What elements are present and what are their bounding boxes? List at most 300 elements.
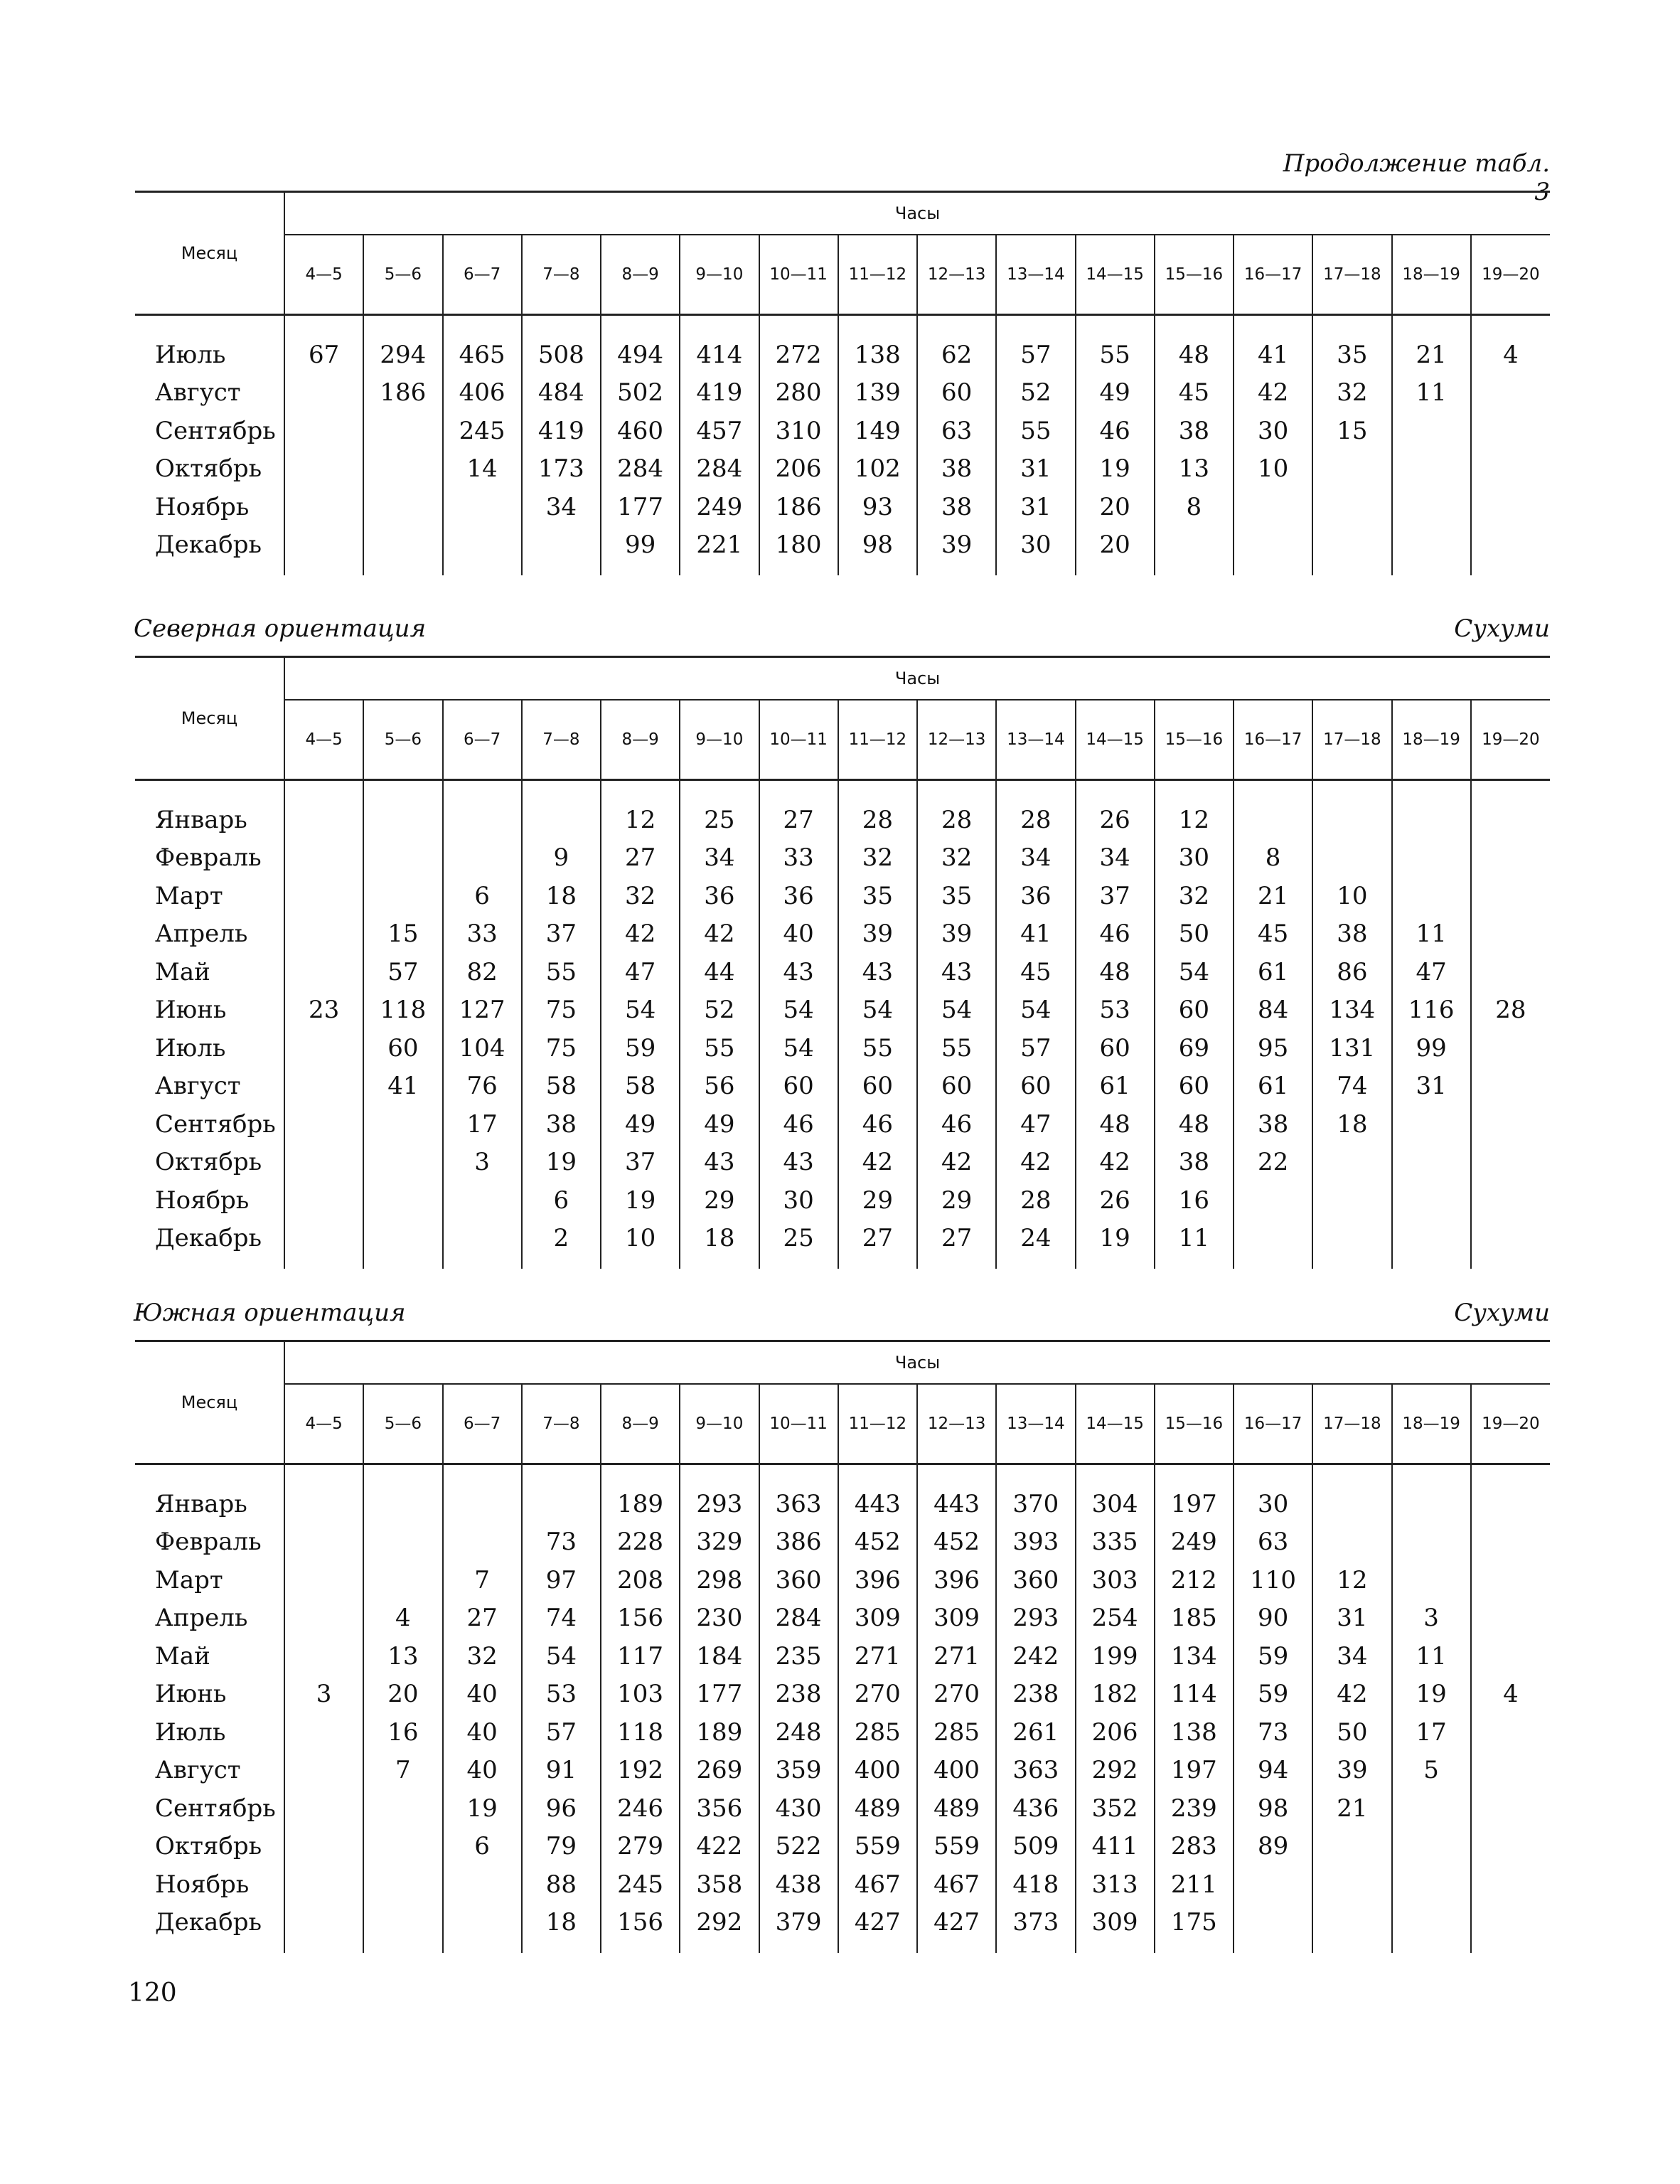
value-cell: 46 — [838, 1105, 917, 1144]
value-cell — [284, 953, 363, 991]
value-cell: 396 — [838, 1561, 917, 1599]
value-cell: 239 — [1155, 1789, 1234, 1828]
value-cell: 309 — [917, 1599, 996, 1638]
month-cell: Июнь — [155, 996, 227, 1025]
value-cell: 294 — [363, 336, 442, 374]
value-cell — [284, 1789, 363, 1828]
value-cell — [443, 839, 522, 878]
value-cell: 48 — [1076, 1105, 1155, 1144]
value-cell: 60 — [838, 1067, 917, 1106]
value-cell: 285 — [917, 1713, 996, 1752]
value-cell — [363, 1523, 442, 1562]
value-cell: 60 — [1155, 1067, 1234, 1106]
value-cell: 248 — [759, 1713, 838, 1752]
value-cell — [284, 839, 363, 878]
value-cell: 27 — [443, 1599, 522, 1638]
value-cell — [1312, 1523, 1391, 1562]
table-row — [135, 1067, 1550, 1106]
hour-column-header: 15—16 — [1155, 235, 1234, 315]
table-row — [135, 1676, 1550, 1714]
value-cell — [443, 801, 522, 839]
value-cell: 186 — [759, 488, 838, 526]
value-cell: 116 — [1392, 991, 1471, 1030]
value-cell: 379 — [759, 1904, 838, 1942]
table-continuation — [135, 193, 1550, 575]
table-south — [135, 1342, 1550, 1953]
value-cell — [284, 1904, 363, 1942]
value-cell: 59 — [601, 1029, 680, 1067]
value-cell: 221 — [680, 526, 759, 565]
value-cell — [1312, 1904, 1391, 1942]
value-cell: 103 — [601, 1676, 680, 1714]
value-cell — [1392, 450, 1471, 489]
value-cell — [1312, 1181, 1391, 1220]
value-cell: 74 — [522, 1599, 601, 1638]
table-row — [135, 1599, 1550, 1638]
value-cell — [1471, 839, 1550, 878]
value-cell: 52 — [680, 991, 759, 1030]
value-cell: 438 — [759, 1865, 838, 1904]
value-cell: 94 — [1234, 1752, 1312, 1790]
value-cell — [1471, 877, 1550, 915]
table-row — [135, 336, 1550, 374]
table-row — [135, 991, 1550, 1030]
value-cell: 114 — [1155, 1676, 1234, 1714]
month-header: Месяц — [181, 243, 238, 263]
value-cell: 10 — [1234, 450, 1312, 489]
value-cell: 31 — [1392, 1067, 1471, 1106]
value-cell — [1471, 488, 1550, 526]
value-cell: 559 — [838, 1828, 917, 1866]
value-cell: 15 — [363, 915, 442, 954]
value-cell: 47 — [601, 953, 680, 991]
value-cell: 21 — [1234, 877, 1312, 915]
value-cell: 19 — [601, 1181, 680, 1220]
value-cell: 261 — [996, 1713, 1075, 1752]
value-cell: 7 — [443, 1561, 522, 1599]
value-cell: 42 — [996, 1144, 1075, 1182]
month-cell: Июнь — [155, 1680, 227, 1709]
value-cell: 304 — [1076, 1485, 1155, 1523]
value-cell: 60 — [1155, 991, 1234, 1030]
value-cell — [1471, 1144, 1550, 1182]
value-cell: 28 — [996, 801, 1075, 839]
month-cell: Май — [155, 957, 210, 986]
value-cell — [284, 1105, 363, 1144]
value-cell: 21 — [1392, 336, 1471, 374]
value-cell: 43 — [759, 953, 838, 991]
value-cell: 254 — [1076, 1599, 1155, 1638]
value-cell: 19 — [1076, 450, 1155, 489]
value-cell — [284, 1181, 363, 1220]
value-cell: 249 — [1155, 1523, 1234, 1562]
value-cell: 359 — [759, 1752, 838, 1790]
value-cell: 99 — [1392, 1029, 1471, 1067]
value-cell: 59 — [1234, 1676, 1312, 1714]
value-cell: 96 — [522, 1789, 601, 1828]
value-cell: 59 — [1234, 1637, 1312, 1676]
value-cell: 8 — [1155, 488, 1234, 526]
value-cell: 30 — [1234, 1485, 1312, 1523]
month-cell: Октябрь — [155, 1832, 262, 1861]
value-cell: 118 — [601, 1713, 680, 1752]
value-cell: 55 — [838, 1029, 917, 1067]
value-cell: 285 — [838, 1713, 917, 1752]
value-cell: 34 — [996, 839, 1075, 878]
value-cell: 20 — [363, 1676, 442, 1714]
value-cell: 396 — [917, 1561, 996, 1599]
value-cell: 63 — [917, 412, 996, 450]
value-cell: 414 — [680, 336, 759, 374]
month-cell: Апрель — [155, 1604, 248, 1633]
value-cell — [284, 450, 363, 489]
value-cell: 79 — [522, 1828, 601, 1866]
value-cell: 61 — [1234, 953, 1312, 991]
value-cell: 149 — [838, 412, 917, 450]
value-cell: 29 — [838, 1181, 917, 1220]
value-cell: 75 — [522, 991, 601, 1030]
value-cell: 182 — [1076, 1676, 1155, 1714]
value-cell: 19 — [1392, 1676, 1471, 1714]
value-cell: 50 — [1312, 1713, 1391, 1752]
value-cell — [284, 1067, 363, 1106]
hour-column-header: 11—12 — [838, 700, 917, 780]
value-cell — [1471, 1865, 1550, 1904]
value-cell — [284, 526, 363, 565]
month-cell: Декабрь — [155, 531, 262, 560]
value-cell: 38 — [1155, 1144, 1234, 1182]
value-cell: 44 — [680, 953, 759, 991]
hour-column-header: 5—6 — [363, 700, 442, 780]
value-cell: 284 — [759, 1599, 838, 1638]
value-cell — [1471, 1105, 1550, 1144]
value-cell: 34 — [1076, 839, 1155, 878]
value-cell — [1392, 801, 1471, 839]
month-cell: Январь — [155, 1489, 247, 1518]
month-header: Месяц — [181, 708, 238, 728]
value-cell — [1312, 1865, 1391, 1904]
value-cell: 117 — [601, 1637, 680, 1676]
table-row — [135, 1220, 1550, 1258]
value-cell: 35 — [838, 877, 917, 915]
value-cell: 494 — [601, 336, 680, 374]
value-cell — [1392, 1181, 1471, 1220]
value-cell: 28 — [1471, 991, 1550, 1030]
value-cell: 16 — [1155, 1181, 1234, 1220]
value-cell: 6 — [443, 1828, 522, 1866]
value-cell — [363, 1105, 442, 1144]
value-cell: 49 — [601, 1105, 680, 1144]
value-cell: 28 — [996, 1181, 1075, 1220]
value-cell: 48 — [1076, 953, 1155, 991]
hour-column-header: 17—18 — [1312, 1384, 1391, 1464]
value-cell: 98 — [838, 526, 917, 565]
value-cell — [363, 1904, 442, 1942]
value-cell: 11 — [1392, 374, 1471, 412]
value-cell: 37 — [601, 1144, 680, 1182]
value-cell: 49 — [1076, 374, 1155, 412]
table-row — [135, 526, 1550, 565]
value-cell: 235 — [759, 1637, 838, 1676]
hour-column-header: 11—12 — [838, 1384, 917, 1464]
value-cell: 28 — [917, 801, 996, 839]
value-cell: 180 — [759, 526, 838, 565]
value-cell: 430 — [759, 1789, 838, 1828]
value-cell: 61 — [1076, 1067, 1155, 1106]
value-cell: 11 — [1392, 915, 1471, 954]
month-cell: Май — [155, 1641, 210, 1671]
value-cell: 36 — [680, 877, 759, 915]
table-row — [135, 1029, 1550, 1067]
value-cell: 67 — [284, 336, 363, 374]
value-cell: 52 — [996, 374, 1075, 412]
hour-column-header: 12—13 — [917, 235, 996, 315]
value-cell: 89 — [1234, 1828, 1312, 1866]
value-cell: 197 — [1155, 1485, 1234, 1523]
section2-title: Северная ориентация — [134, 614, 427, 643]
value-cell: 139 — [838, 374, 917, 412]
value-cell: 57 — [522, 1713, 601, 1752]
value-cell: 509 — [996, 1828, 1075, 1866]
value-cell: 40 — [759, 915, 838, 954]
value-cell: 283 — [1155, 1828, 1234, 1866]
month-cell: Октябрь — [155, 454, 262, 484]
value-cell: 21 — [1312, 1789, 1391, 1828]
value-cell: 18 — [1312, 1105, 1391, 1144]
continuation-title: Продолжение табл. — [1283, 149, 1550, 178]
value-cell: 363 — [759, 1485, 838, 1523]
value-cell — [1312, 1144, 1391, 1182]
value-cell: 12 — [601, 801, 680, 839]
value-cell — [1392, 1561, 1471, 1599]
value-cell — [522, 526, 601, 565]
value-cell: 40 — [443, 1676, 522, 1714]
value-cell: 249 — [680, 488, 759, 526]
hours-header: Часы — [284, 658, 1550, 700]
value-cell — [284, 1599, 363, 1638]
value-cell: 31 — [996, 450, 1075, 489]
value-cell: 54 — [522, 1637, 601, 1676]
hour-column-header: 15—16 — [1155, 1384, 1234, 1464]
hour-column-header: 5—6 — [363, 235, 442, 315]
value-cell: 419 — [680, 374, 759, 412]
value-cell: 12 — [1155, 801, 1234, 839]
table-row — [135, 1485, 1550, 1523]
value-cell: 39 — [838, 915, 917, 954]
value-cell — [1392, 1789, 1471, 1828]
hour-column-header: 7—8 — [522, 1384, 601, 1464]
value-cell: 177 — [680, 1676, 759, 1714]
value-cell: 46 — [1076, 915, 1155, 954]
value-cell: 18 — [522, 1904, 601, 1942]
value-cell: 45 — [1234, 915, 1312, 954]
value-cell — [284, 1713, 363, 1752]
month-cell: Сентябрь — [155, 1794, 276, 1823]
month-header: Месяц — [181, 1392, 238, 1412]
value-cell: 43 — [759, 1144, 838, 1182]
value-cell — [284, 488, 363, 526]
hours-header: Часы — [284, 193, 1550, 235]
value-cell: 360 — [996, 1561, 1075, 1599]
month-cell: Апрель — [155, 920, 248, 949]
value-cell: 18 — [522, 877, 601, 915]
value-cell: 60 — [996, 1067, 1075, 1106]
hour-column-header: 9—10 — [680, 1384, 759, 1464]
value-cell: 49 — [680, 1105, 759, 1144]
hour-column-header: 7—8 — [522, 700, 601, 780]
value-cell — [363, 839, 442, 878]
value-cell: 54 — [601, 991, 680, 1030]
value-cell: 3 — [443, 1144, 522, 1182]
value-cell — [1234, 488, 1312, 526]
value-cell: 386 — [759, 1523, 838, 1562]
value-cell: 56 — [680, 1067, 759, 1106]
value-cell — [284, 915, 363, 954]
value-cell: 63 — [1234, 1523, 1312, 1562]
hour-column-header: 19—20 — [1471, 235, 1550, 315]
month-cell: Август — [155, 378, 241, 407]
value-cell: 35 — [1312, 336, 1391, 374]
value-cell — [443, 1485, 522, 1523]
value-cell — [284, 1637, 363, 1676]
value-cell — [1392, 1144, 1471, 1182]
value-cell — [1471, 1752, 1550, 1790]
value-cell: 38 — [1234, 1105, 1312, 1144]
table-row — [135, 1181, 1550, 1220]
value-cell — [1471, 1561, 1550, 1599]
table-row — [135, 1523, 1550, 1562]
month-cell: Июль — [155, 1033, 226, 1062]
value-cell: 14 — [443, 450, 522, 489]
value-cell: 25 — [759, 1220, 838, 1258]
value-cell: 356 — [680, 1789, 759, 1828]
value-cell — [1471, 1599, 1550, 1638]
value-cell: 50 — [1155, 915, 1234, 954]
table-row — [135, 1713, 1550, 1752]
hour-column-header: 10—11 — [759, 235, 838, 315]
value-cell: 10 — [1312, 877, 1391, 915]
value-cell: 19 — [1076, 1220, 1155, 1258]
month-cell: Сентябрь — [155, 416, 276, 445]
value-cell: 40 — [443, 1752, 522, 1790]
value-cell: 138 — [1155, 1713, 1234, 1752]
table-row — [135, 877, 1550, 915]
table-row — [135, 374, 1550, 412]
month-cell: Февраль — [155, 1528, 262, 1557]
hour-column-header: 10—11 — [759, 1384, 838, 1464]
section3-title: Южная ориентация — [134, 1299, 406, 1327]
value-cell: 27 — [838, 1220, 917, 1258]
value-cell: 27 — [601, 839, 680, 878]
value-cell — [1471, 1637, 1550, 1676]
table-row — [135, 1789, 1550, 1828]
hour-column-header: 12—13 — [917, 700, 996, 780]
value-cell — [363, 1789, 442, 1828]
value-cell: 54 — [759, 1029, 838, 1067]
value-cell — [443, 1181, 522, 1220]
value-cell: 32 — [443, 1637, 522, 1676]
value-cell — [363, 1181, 442, 1220]
value-cell: 20 — [1076, 526, 1155, 565]
value-cell — [1392, 412, 1471, 450]
value-cell: 3 — [1392, 1599, 1471, 1638]
month-cell: Декабрь — [155, 1224, 262, 1253]
value-cell: 43 — [838, 953, 917, 991]
value-cell — [284, 1220, 363, 1258]
hour-column-header: 19—20 — [1471, 1384, 1550, 1464]
hours-header: Часы — [284, 1342, 1550, 1384]
value-cell: 189 — [601, 1485, 680, 1523]
value-cell: 452 — [917, 1523, 996, 1562]
value-cell — [284, 1144, 363, 1182]
value-cell: 406 — [443, 374, 522, 412]
value-cell — [1471, 1485, 1550, 1523]
value-cell: 197 — [1155, 1752, 1234, 1790]
value-cell — [443, 1865, 522, 1904]
value-cell — [1471, 374, 1550, 412]
value-cell — [443, 1904, 522, 1942]
value-cell — [1471, 953, 1550, 991]
value-cell: 38 — [522, 1105, 601, 1144]
value-cell: 47 — [996, 1105, 1075, 1144]
value-cell: 489 — [838, 1789, 917, 1828]
value-cell — [1234, 1181, 1312, 1220]
hour-column-header: 6—7 — [443, 1384, 522, 1464]
value-cell: 28 — [838, 801, 917, 839]
value-cell: 53 — [522, 1676, 601, 1714]
value-cell: 270 — [917, 1676, 996, 1714]
value-cell: 42 — [1312, 1676, 1391, 1714]
value-cell: 90 — [1234, 1599, 1312, 1638]
value-cell: 271 — [838, 1637, 917, 1676]
value-cell: 29 — [680, 1181, 759, 1220]
value-cell: 91 — [522, 1752, 601, 1790]
value-cell — [1471, 915, 1550, 954]
value-cell: 48 — [1155, 1105, 1234, 1144]
value-cell: 422 — [680, 1828, 759, 1866]
value-cell: 269 — [680, 1752, 759, 1790]
value-cell: 19 — [522, 1144, 601, 1182]
value-cell — [363, 1220, 442, 1258]
page-number: 120 — [128, 1978, 177, 2008]
value-cell: 8 — [1234, 839, 1312, 878]
value-cell: 99 — [601, 526, 680, 565]
value-cell: 156 — [601, 1599, 680, 1638]
value-cell: 298 — [680, 1561, 759, 1599]
value-cell: 22 — [1234, 1144, 1312, 1182]
value-cell: 13 — [1155, 450, 1234, 489]
value-cell — [1312, 839, 1391, 878]
value-cell — [1234, 1904, 1312, 1942]
value-cell: 360 — [759, 1561, 838, 1599]
value-cell: 86 — [1312, 953, 1391, 991]
value-cell: 42 — [601, 915, 680, 954]
value-cell: 30 — [759, 1181, 838, 1220]
value-cell: 57 — [363, 953, 442, 991]
value-cell: 134 — [1312, 991, 1391, 1030]
hour-column-header: 9—10 — [680, 235, 759, 315]
value-cell: 55 — [680, 1029, 759, 1067]
month-cell: Сентябрь — [155, 1109, 276, 1139]
hour-column-header: 16—17 — [1234, 700, 1312, 780]
value-cell: 35 — [917, 877, 996, 915]
hour-column-header: 11—12 — [838, 235, 917, 315]
hour-column-header: 8—9 — [601, 235, 680, 315]
value-cell: 5 — [1392, 1752, 1471, 1790]
value-cell: 93 — [838, 488, 917, 526]
value-cell: 173 — [522, 450, 601, 489]
value-cell: 55 — [917, 1029, 996, 1067]
